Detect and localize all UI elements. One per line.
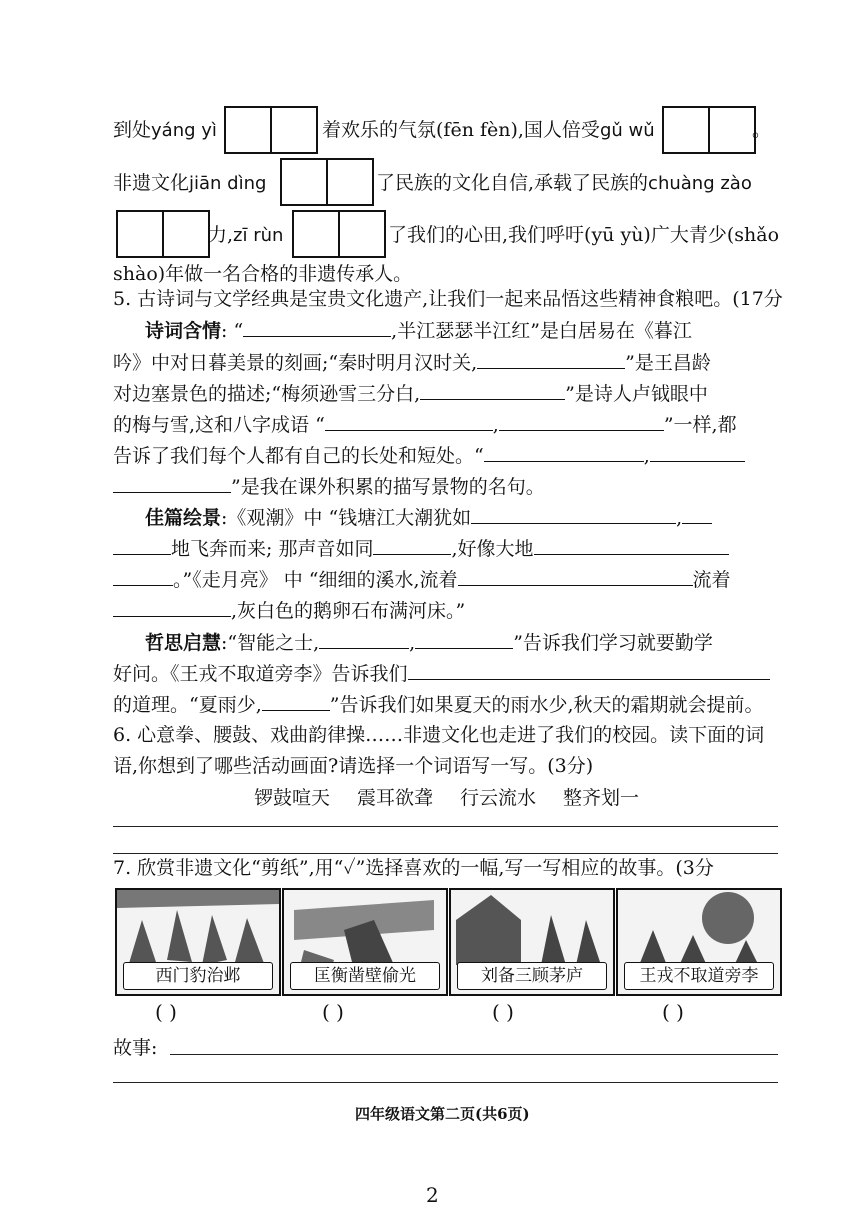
q5-wisdom-line-1: 哲思启慧:“智能之士, , ”告诉我们学习就要勤学 [145, 632, 713, 654]
pinyin-yangyi: yáng yì [151, 120, 217, 141]
answer-boxes-3[interactable] [280, 158, 374, 206]
q5-section-head-1: 诗词含情 [145, 320, 222, 342]
q5-poem-line-3: 对边塞景色的描述;“梅须逊雪三分白, ”是诗人卢钺眼中 [113, 383, 708, 405]
papercut-caption-2: 匡衡凿壁偷光 [290, 962, 440, 990]
papercut-image-3[interactable] [449, 888, 615, 996]
blank[interactable] [471, 505, 676, 524]
papercut-caption-4: 王戎不取道旁李 [624, 962, 774, 990]
q5-wisdom-line-2: 好问。《王戎不取道旁李》告诉我们 [113, 661, 770, 686]
q6-word-1: 锣鼓喧天 [254, 787, 331, 809]
story-answer-line[interactable] [170, 1054, 778, 1055]
blank[interactable] [499, 412, 664, 431]
para-line-1b: 着欢乐的气氛(fēn fèn),国人倍受gǔ wǔ [322, 119, 655, 141]
page-footer: 四年级语文第二页(共6页) [355, 1105, 530, 1123]
q5-essay-line-1: 佳篇绘景:《观潮》中 “钱塘江大潮犹如 , [113, 505, 712, 530]
q5-essay-line-2: 地飞奔而来; 那声音如同 ,好像大地 [113, 536, 729, 561]
story-answer-line[interactable] [113, 1082, 778, 1083]
q5-poem-line-5: 告诉了我们每个人都有自己的长处和短处。“ , [113, 443, 745, 468]
q6-word-2: 震耳欲聋 [357, 787, 434, 809]
blank[interactable] [682, 505, 712, 524]
answer-boxes-4[interactable] [116, 210, 210, 258]
blank[interactable] [319, 630, 409, 649]
q6-word-3: 行云流水 [460, 787, 537, 809]
story-label: 故事: [113, 1037, 158, 1059]
q5-title: 5. 古诗词与文学经典是宝贵文化遗产,让我们一起来品悟这些精神食粮吧。(17分 [113, 288, 783, 310]
choice-paren-2[interactable]: ( ) [322, 1000, 344, 1024]
blank[interactable] [113, 474, 231, 493]
blank[interactable] [113, 567, 173, 586]
blank[interactable] [477, 350, 625, 369]
blank[interactable] [262, 692, 330, 711]
papercut-image-2[interactable] [282, 888, 448, 996]
blank[interactable] [243, 318, 391, 337]
q5-poem-line-6: ”是我在课外积累的描写景物的名句。 [113, 474, 545, 499]
choice-paren-1[interactable]: ( ) [155, 1000, 177, 1024]
q5-section-head-3: 哲思启慧 [145, 632, 222, 654]
answer-boxes-2[interactable] [662, 106, 756, 154]
blank[interactable] [113, 598, 231, 617]
answer-line[interactable] [113, 853, 778, 854]
para-line-2b: 了民族的文化自信,承载了民族的chuàng zào [376, 172, 752, 194]
answer-boxes-5[interactable] [292, 210, 386, 258]
answer-line[interactable] [113, 826, 778, 827]
q5-essay-line-4: ,灰白色的鹅卵石布满河床。” [113, 598, 465, 623]
blank[interactable] [415, 630, 513, 649]
q5-essay-line-3: 。”《走月亮》 中 “细细的溪水,流着 流着 [113, 567, 731, 592]
q6-title: 6. 心意拳、腰鼓、戏曲韵律操……非遗文化也走进了我们的校园。读下面的词 [113, 724, 765, 746]
q5-poem-line-2: 吟》中对日暮美景的刻画;“秦时明月汉时关, ”是王昌龄 [113, 352, 711, 374]
q5-poem-line-4: 的梅与雪,这和八字成语 “ , ”一样,都 [113, 414, 737, 436]
blank[interactable] [325, 412, 493, 431]
papercut-image-4[interactable] [616, 888, 782, 996]
choice-paren-4[interactable]: ( ) [662, 1000, 684, 1024]
answer-boxes-1[interactable] [224, 106, 318, 154]
blank[interactable] [534, 536, 729, 555]
q5-poem-line-1: 诗词含情: “ ,半江瑟瑟半江红”是白居易在《暮江 [145, 320, 692, 342]
blank[interactable] [113, 536, 171, 555]
blank[interactable] [408, 661, 770, 680]
para-line-4: shào)年做一名合格的非遗传承人。 [113, 263, 413, 285]
q5-section-head-2: 佳篇绘景 [145, 507, 222, 529]
para-line-3: 力,zī rùn [208, 224, 284, 246]
papercut-caption-1: 西门豹治邺 [123, 962, 273, 990]
papercut-caption-3: 刘备三顾茅庐 [457, 962, 607, 990]
blank[interactable] [373, 536, 451, 555]
q5-wisdom-line-3: 的道理。“夏雨少, ”告诉我们如果夏天的雨水少,秋天的霜期就会提前。 [113, 694, 764, 716]
para-line-1-end: 。 [752, 119, 772, 141]
q6-title-2: 语,你想到了哪些活动画面?请选择一个词语写一写。(3分) [113, 755, 594, 777]
q6-word-4: 整齐划一 [563, 787, 640, 809]
page-number: 2 [426, 1183, 439, 1207]
para-line-1: 到处yáng yì [113, 119, 217, 141]
para-line-3b: 了我们的心田,我们呼吁(yū yù)广大青少(shǎo [388, 224, 780, 246]
blank[interactable] [484, 443, 644, 462]
papercut-image-1[interactable] [115, 888, 281, 996]
choice-paren-3[interactable]: ( ) [492, 1000, 514, 1024]
blank[interactable] [650, 443, 745, 462]
blank[interactable] [458, 567, 693, 586]
q7-title: 7. 欣赏非遗文化“剪纸”,用“✓”选择喜欢的一幅,写一写相应的故事。(3分 [113, 857, 714, 879]
para-line-2: 非遗文化jiān dìng [113, 172, 267, 194]
blank[interactable] [420, 381, 565, 400]
